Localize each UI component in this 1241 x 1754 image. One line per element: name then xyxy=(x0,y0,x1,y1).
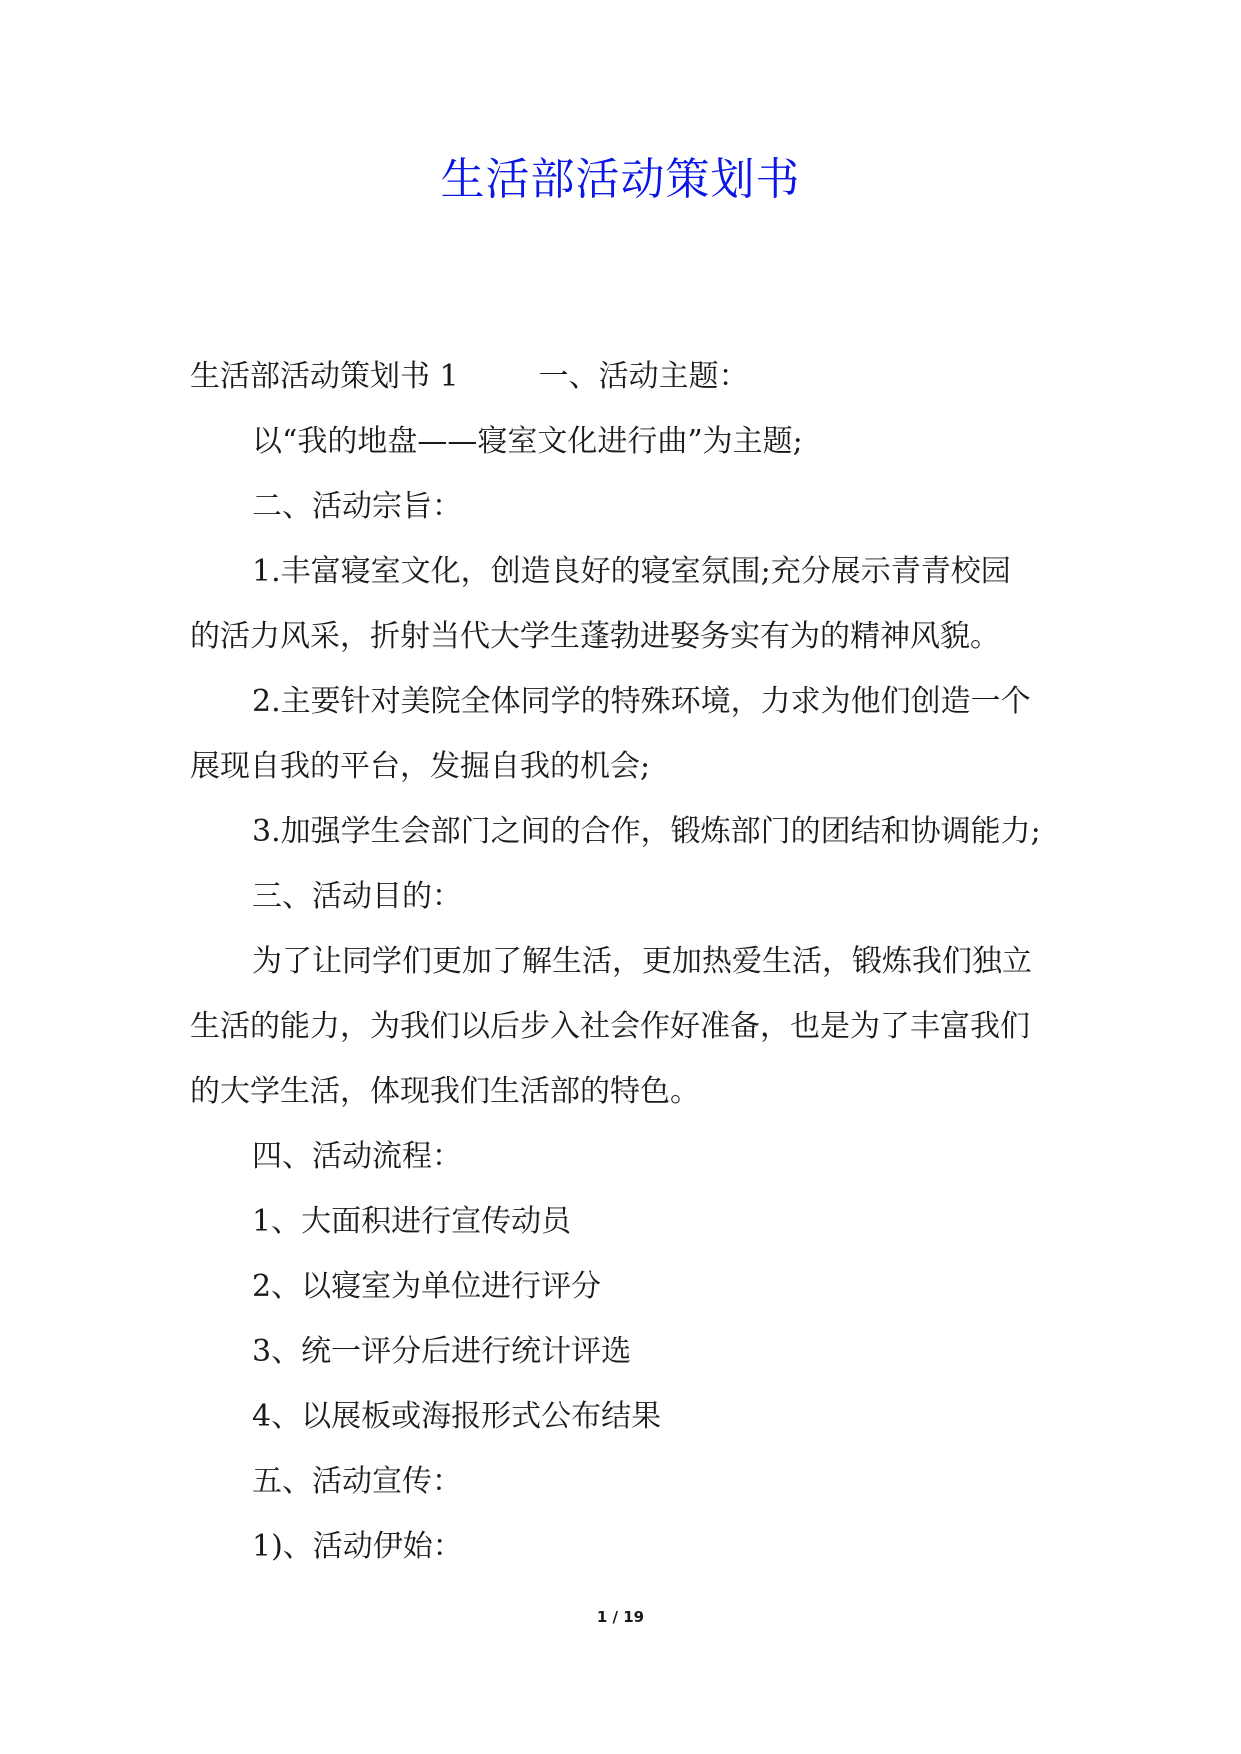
list-item: 4、以展板或海报形式公布结果 xyxy=(252,1399,662,1434)
paragraph-line: 的大学生活，体现我们生活部的特色。 xyxy=(190,1074,700,1109)
paragraph-line: 为了让同学们更加了解生活，更加热爱生活，锻炼我们独立 xyxy=(252,944,1032,979)
paragraph-line: 2.主要针对美院全体同学的特殊环境，力求为他们创造一个 xyxy=(252,684,1031,719)
section-heading: 四、活动流程： xyxy=(252,1139,462,1174)
list-item: 1)、活动伊始： xyxy=(252,1529,463,1564)
paragraph-line: 3.加强学生会部门之间的合作，锻炼部门的团结和协调能力; xyxy=(252,814,1041,849)
paragraph-line xyxy=(190,355,1060,420)
paragraph-line: 的活力风采，折射当代大学生蓬勃进娶务实有为的精神风貌。 xyxy=(190,619,1000,654)
paragraph-line: 生活的能力，为我们以后步入社会作好准备，也是为了丰富我们 xyxy=(190,1009,1030,1044)
section-heading: 五、活动宣传： xyxy=(252,1464,462,1499)
section-heading: 生活部活动策划书 1 xyxy=(190,359,459,394)
list-item: 2、以寝室为单位进行评分 xyxy=(252,1269,602,1304)
list-item: 1、大面积进行宣传动员 xyxy=(252,1204,572,1239)
paragraph-line: 以“我的地盘——寝室文化进行曲”为主题; xyxy=(252,424,803,459)
section-heading: 三、活动目的： xyxy=(252,879,462,914)
list-item: 3、统一评分后进行统计评选 xyxy=(252,1334,632,1369)
document-title: 生活部活动策划书 xyxy=(440,154,801,205)
paragraph-line: 1.丰富寝室文化，创造良好的寝室氛围;充分展示青青校园 xyxy=(252,554,1011,589)
page-number: 1 / 19 xyxy=(596,1608,645,1626)
section-heading: 一、活动主题： xyxy=(538,359,749,394)
document-body xyxy=(190,355,1060,1590)
paragraph-line: 展现自我的平台，发掘自我的机会; xyxy=(190,749,651,784)
section-heading: 二、活动宗旨： xyxy=(252,489,462,524)
